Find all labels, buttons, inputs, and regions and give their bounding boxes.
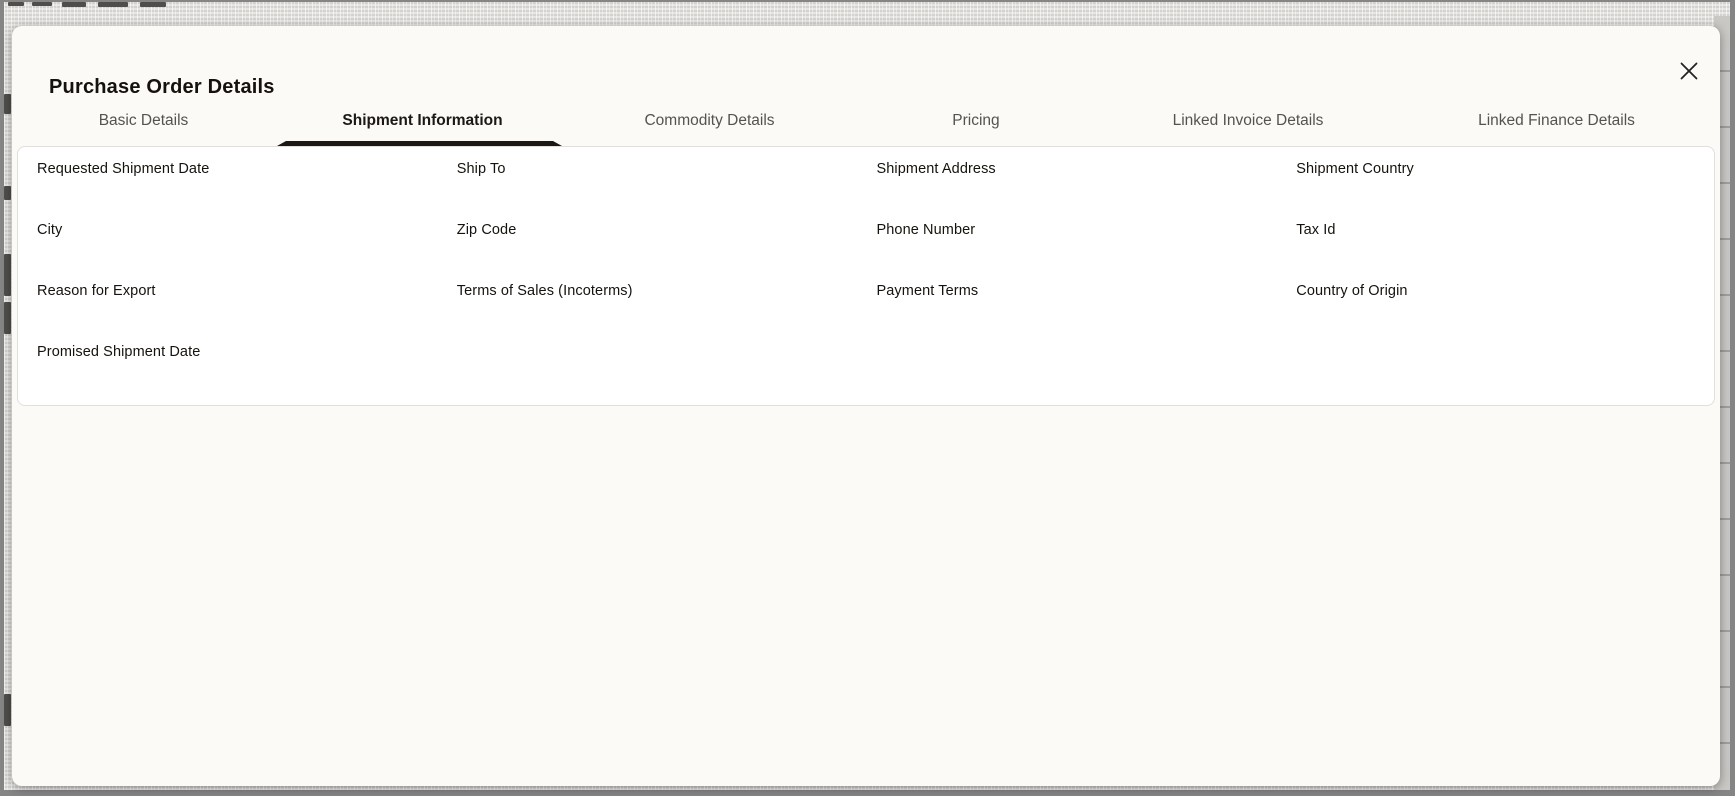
tab-label: Linked Invoice Details	[1172, 112, 1324, 129]
empty-cell	[1286, 342, 1706, 403]
empty-cell	[447, 342, 867, 403]
field-label: Terms of Sales (Incoterms)	[456, 283, 633, 299]
field-label: Phone Number	[876, 222, 976, 238]
field-label: Country of Origin	[1296, 283, 1408, 299]
field-payment-terms	[867, 281, 1287, 342]
close-button[interactable]	[1672, 54, 1706, 88]
field-country-of-origin	[1286, 281, 1706, 342]
background-page-fragment	[4, 186, 11, 200]
tab-label: Linked Finance Details	[1478, 112, 1635, 129]
field-label: Zip Code	[456, 222, 517, 238]
field-label: Promised Shipment Date	[37, 344, 201, 360]
field-terms-of-sales-incoterms	[447, 281, 867, 342]
field-grid	[18, 147, 1714, 403]
background-page-fragment	[140, 2, 166, 7]
background-page-fragment	[4, 254, 11, 296]
purchase-order-details-dialog	[12, 26, 1720, 786]
dialog-tabbar	[12, 96, 1720, 146]
field-shipment-country	[1286, 159, 1706, 220]
background-page-fragment	[98, 2, 128, 7]
tab-label: Commodity Details	[644, 112, 775, 129]
field-tax-id	[1286, 220, 1706, 281]
field-label: City	[37, 222, 63, 238]
tab-linked-invoice-details[interactable]	[1103, 96, 1393, 146]
field-phone-number	[867, 220, 1287, 281]
dialog-title: Purchase Order Details	[49, 76, 275, 98]
background-page-fragment	[62, 2, 86, 7]
tab-label: Shipment Information	[342, 112, 503, 129]
tab-commodity-details[interactable]	[570, 96, 849, 146]
background-page-fragment	[4, 94, 11, 114]
tab-linked-finance-details[interactable]	[1393, 96, 1720, 146]
field-label: Requested Shipment Date	[37, 161, 210, 177]
field-ship-to	[447, 159, 867, 220]
field-label: Shipment Country	[1296, 161, 1414, 177]
field-promised-shipment-date	[27, 342, 447, 403]
field-city	[27, 220, 447, 281]
tab-label: Pricing	[952, 112, 1000, 129]
field-requested-shipment-date	[27, 159, 447, 220]
field-label: Reason for Export	[37, 283, 156, 299]
tab-pricing[interactable]	[849, 96, 1103, 146]
field-zip-code	[447, 220, 867, 281]
field-label: Tax Id	[1296, 222, 1336, 238]
background-page-fragment	[4, 302, 11, 334]
field-reason-for-export	[27, 281, 447, 342]
empty-cell	[867, 342, 1287, 403]
shipment-information-panel	[17, 146, 1715, 406]
field-label: Ship To	[456, 161, 506, 177]
background-page-fragment	[32, 2, 52, 6]
background-page-fragment	[8, 2, 24, 6]
field-label: Payment Terms	[876, 283, 979, 299]
tab-label: Basic Details	[98, 112, 189, 129]
tab-shipment-information[interactable]	[275, 96, 570, 146]
field-label: Shipment Address	[876, 161, 996, 177]
close-icon	[1678, 60, 1700, 82]
tab-basic-details[interactable]	[12, 96, 275, 146]
background-page-fragment	[4, 694, 11, 726]
field-shipment-address	[867, 159, 1287, 220]
